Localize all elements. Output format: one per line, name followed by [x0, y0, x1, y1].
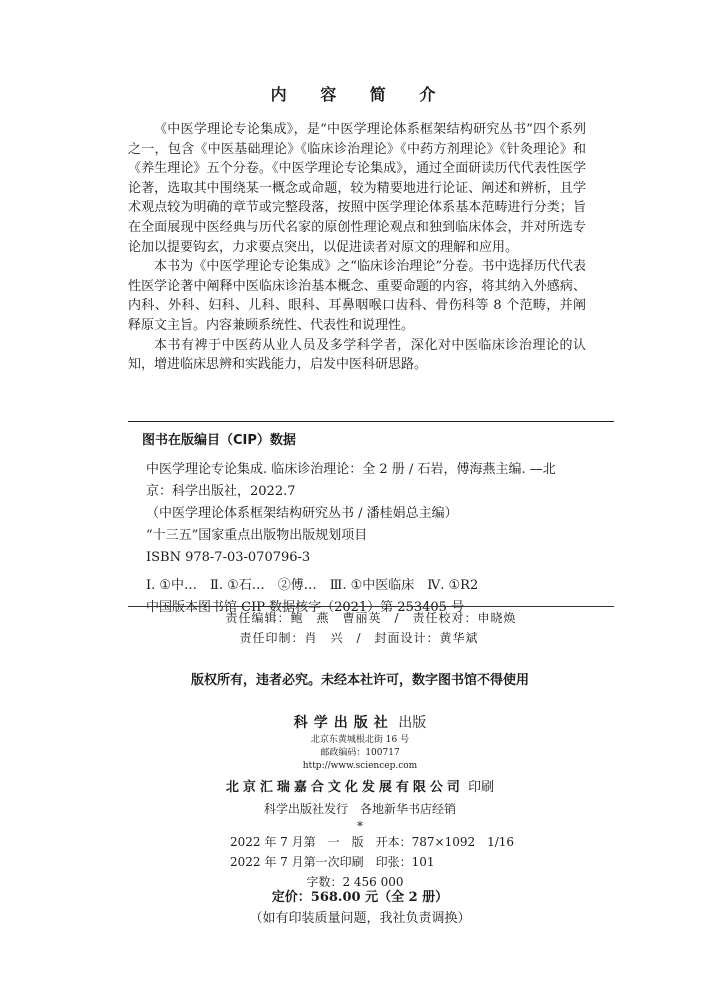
page-title: 内 容 简 介	[270, 85, 450, 104]
cip-entry-line: 中医学理论专论集成. 临床诊治理论：全 2 册 / 石岩，傅海燕主编. —北	[146, 462, 556, 477]
cip-heading: 图书在版编目（CIP）数据	[142, 433, 296, 448]
price: 定价：568.00 元（全 2 册）	[271, 890, 449, 905]
cip-number: 中国版本图书馆 CIP 数据核字（2021）第 253405 号	[146, 600, 465, 615]
cip-isbn: ISBN 978-7-03-070796-3	[146, 550, 311, 565]
edition-specs	[230, 832, 530, 892]
staff-line: 责任印制：肖 兴 / 封面设计：黄华斌	[239, 631, 479, 645]
publisher-suffix: 出版	[398, 715, 427, 731]
summary-paragraph: 本书为《中医学理论专论集成》之“临床诊治理论”分卷。书中选择历代代表性医学论著中阐释中医临床诊治基本概念、重要命题的内容，将其纳入外感病、内科、外科、妇科、儿科、眼科、耳鼻咽喉口齿科、骨伤科等 8 个范畴，并阐释原文主旨。内容兼顾系统性、代表性和说理性。	[128, 259, 586, 333]
cip-project: “十三五”国家重点出版物出版规划项目	[146, 528, 368, 543]
edition-line: 2022 年 7 月第 一 版 开本：787×1092 1/16	[230, 835, 515, 849]
content-summary	[128, 120, 586, 375]
cip-series: （中医学理论体系框架结构研究丛书 / 潘桂娟总主编）	[146, 506, 458, 521]
divider	[128, 421, 614, 422]
printer-name: 北京汇瑞嘉合文化发展有限公司	[225, 780, 464, 795]
publisher-address: 北京东黄城根北街 16 号	[310, 735, 410, 745]
publisher-postcode: 邮政编码：100717	[320, 748, 400, 758]
publisher-url: http://www.sciencep.com	[302, 761, 418, 771]
rights-statement: 版权所有，违者必究。未经本社许可，数字图书馆不得使用	[190, 673, 529, 688]
summary-paragraph: 《中医学理论专论集成》，是“中医学理论体系框架结构研究丛书”四个系列之一，包含《中医基础理论》《临床诊治理论》《中药方剂理论》《针灸理论》和《养生理论》五个分卷。《中医学理论专论集成》，通过全面研读历代代表性医学论著，选取其中围绕某一概念或命题，较为精要地进行论证、阐述和辨析，且学术观点较为明确的章节或完整段落，按照中医学理论体系基本范畴进行分类；旨在全面展现中医经典与历代名家的原创性理论观点和独到临床体会，并对所选专论加以提要钩玄，力求要点突出，以促进读者对原文的理解和应用。	[128, 122, 586, 255]
cip-classification: Ⅰ. ①中… Ⅱ. ①石… ②傅… Ⅲ. ①中医临床 Ⅳ. ①R2	[146, 578, 479, 593]
staff-line: 责任编辑：鲍 燕 曹丽英 / 责任校对：申晓焕	[225, 611, 517, 625]
quality-notice: （如有印装质量问题，我社负责调换）	[249, 911, 471, 926]
divider	[128, 606, 614, 607]
separator-star: *	[357, 819, 363, 833]
distribution-line: 科学出版社发行 各地新华书店经销	[263, 802, 456, 816]
cip-entry-line: 京：科学出版社，2022.7	[146, 484, 296, 499]
cip-block	[128, 429, 614, 619]
publisher-name: 科学出版社	[293, 715, 394, 731]
publisher-block	[0, 712, 720, 833]
word-count: 字数：2 456 000	[306, 875, 404, 889]
summary-paragraph: 本书有裨于中医药从业人员及多学科学者，深化对中医临床诊治理论的认知，增进临床思辨和实践能力，启发中医科研思路。	[128, 337, 586, 373]
staff-credits	[128, 608, 614, 648]
printer-suffix: 印刷	[468, 780, 495, 795]
edition-line: 2022 年 7 月第一次印刷 印张：101	[230, 855, 435, 869]
